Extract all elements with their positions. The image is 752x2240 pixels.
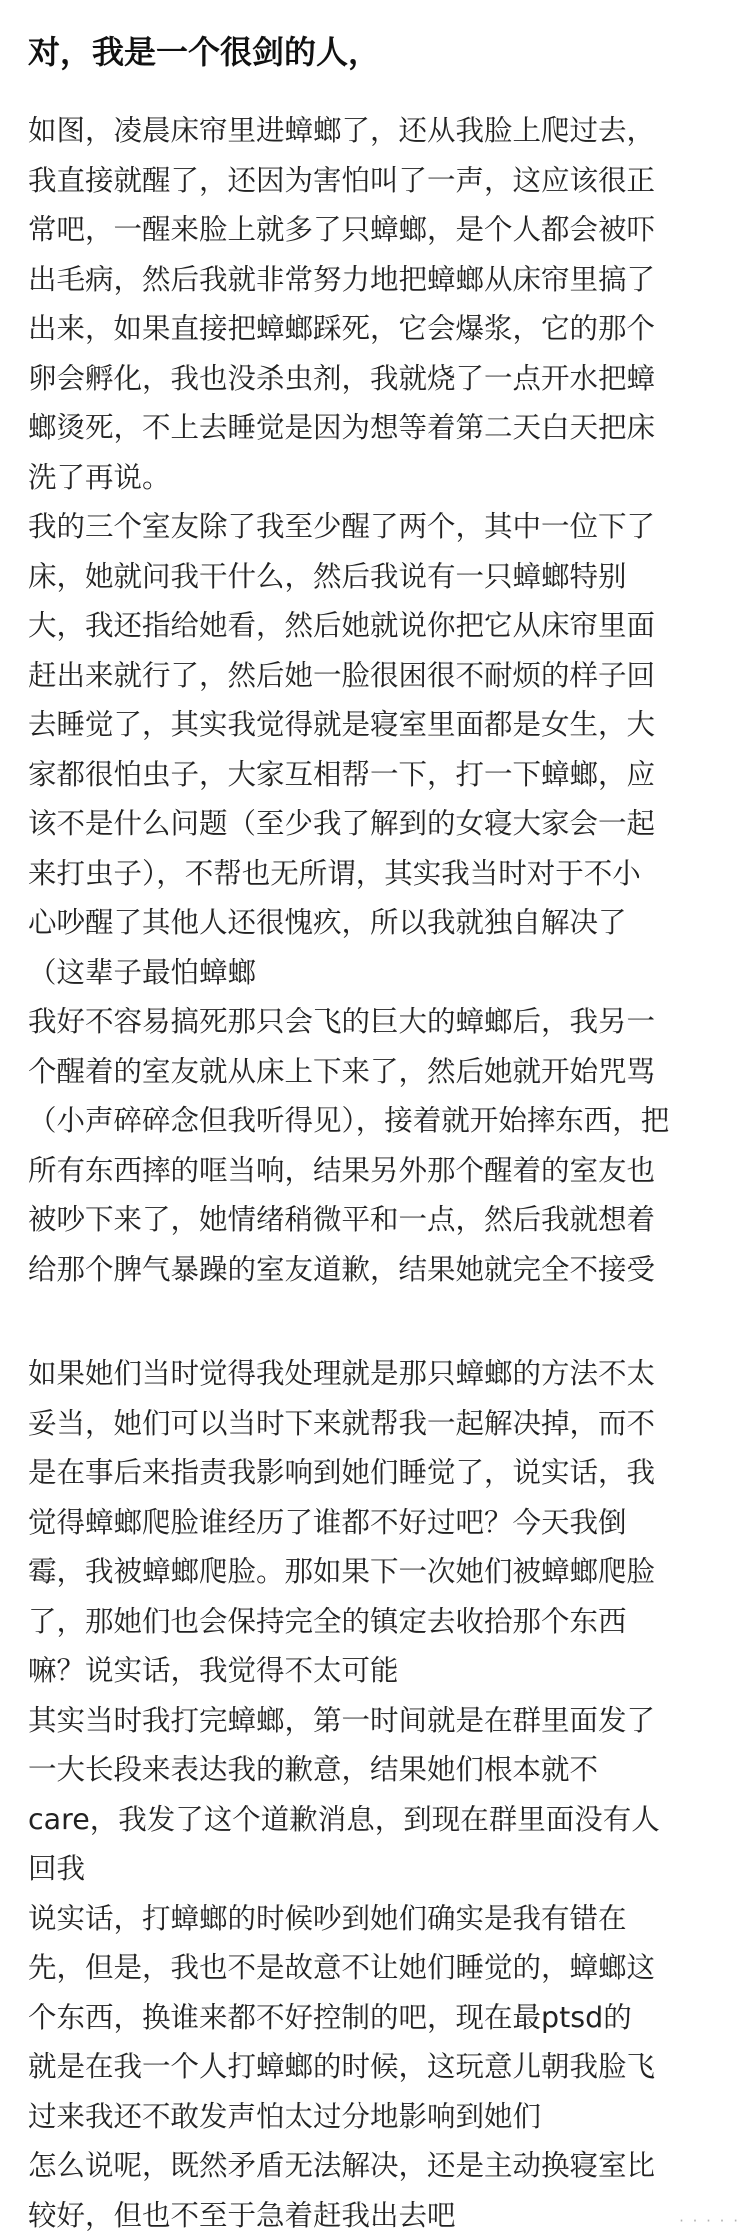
body-line: 嘛？说实话，我觉得不太可能 (28, 1646, 724, 1696)
body-line: 如果她们当时觉得我处理就是那只蟑螂的方法不太 (28, 1349, 724, 1399)
body-line: 个醒着的室友就从床上下来了，然后她就开始咒骂 (28, 1047, 724, 1097)
body-line: 床，她就问我干什么，然后我说有一只蟑螂特别 (28, 552, 724, 602)
body-line: 赶出来就行了，然后她一脸很困很不耐烦的样子回 (28, 651, 724, 701)
body-line: 我的三个室友除了我至少醒了两个，其中一位下了 (28, 502, 724, 552)
post-body (28, 106, 724, 2240)
body-line: 来打虫子），不帮也无所谓，其实我当时对于不小 (28, 849, 724, 899)
watermark-logo: · · · · · (679, 2212, 740, 2230)
body-line: 洗了再说。 (28, 453, 724, 503)
body-line: 我直接就醒了，还因为害怕叫了一声，这应该很正 (28, 156, 724, 206)
body-line: （这辈子最怕蟑螂 (28, 948, 724, 998)
paragraph-spacer (28, 1300, 724, 1350)
post-title: 对，我是一个很剑的人， (28, 22, 724, 82)
body-line: 怎么说呢，既然矛盾无法解决，还是主动换寝室比 (28, 2141, 724, 2191)
body-line: 了，那她们也会保持完全的镇定去收拾那个东西 (28, 1597, 724, 1647)
body-line: 个东西，换谁来都不好控制的吧，现在最ptsd的 (28, 1993, 724, 2043)
body-line: 给那个脾气暴躁的室友道歉，结果她就完全不接受 (28, 1245, 724, 1300)
body-line: 出来，如果直接把蟑螂踩死，它会爆浆，它的那个 (28, 304, 724, 354)
body-line: care，我发了这个道歉消息，到现在群里面没有人 (28, 1795, 724, 1845)
body-line: 卵会孵化，我也没杀虫剂，我就烧了一点开水把蟑 (28, 354, 724, 404)
body-line: 被吵下来了，她情绪稍微平和一点，然后我就想着 (28, 1195, 724, 1245)
body-line: 螂烫死，不上去睡觉是因为想等着第二天白天把床 (28, 403, 724, 453)
body-line: 先，但是，我也不是故意不让她们睡觉的，蟑螂这 (28, 1943, 724, 1993)
body-line: 说实话，打蟑螂的时候吵到她们确实是我有错在 (28, 1894, 724, 1944)
body-line: 是在事后来指责我影响到她们睡觉了，说实话，我 (28, 1448, 724, 1498)
body-line: 我好不容易搞死那只会飞的巨大的蟑螂后，我另一 (28, 997, 724, 1047)
body-line: 大，我还指给她看，然后她就说你把它从床帘里面 (28, 601, 724, 651)
body-line: 就是在我一个人打蟑螂的时候，这玩意儿朝我脸飞 (28, 2042, 724, 2092)
body-line: 家都很怕虫子，大家互相帮一下，打一下蟑螂，应 (28, 750, 724, 800)
body-line: 常吧，一醒来脸上就多了只蟑螂，是个人都会被吓 (28, 205, 724, 255)
body-line: 较好，但也不至于急着赶我出去吧 (28, 2191, 724, 2240)
body-line: 去睡觉了，其实我觉得就是寝室里面都是女生，大 (28, 700, 724, 750)
body-line: 心吵醒了其他人还很愧疚，所以我就独自解决了 (28, 898, 724, 948)
body-line: （小声碎碎念但我听得见），接着就开始摔东西，把 (28, 1096, 724, 1146)
body-line: 霉，我被蟑螂爬脸。那如果下一次她们被蟑螂爬脸 (28, 1547, 724, 1597)
body-line: 一大长段来表达我的歉意，结果她们根本就不 (28, 1745, 724, 1795)
body-line: 回我 (28, 1844, 724, 1894)
body-line: 如图，凌晨床帘里进蟑螂了，还从我脸上爬过去， (28, 106, 724, 156)
body-line: 出毛病，然后我就非常努力地把蟑螂从床帘里搞了 (28, 255, 724, 305)
body-line: 所有东西摔的哐当响，结果另外那个醒着的室友也 (28, 1146, 724, 1196)
body-line: 妥当，她们可以当时下来就帮我一起解决掉，而不 (28, 1399, 724, 1449)
body-line: 该不是什么问题（至少我了解到的女寝大家会一起 (28, 799, 724, 849)
body-line: 过来我还不敢发声怕太过分地影响到她们 (28, 2092, 724, 2142)
body-line: 觉得蟑螂爬脸谁经历了谁都不好过吧？今天我倒 (28, 1498, 724, 1548)
body-line: 其实当时我打完蟑螂，第一时间就是在群里面发了 (28, 1696, 724, 1746)
